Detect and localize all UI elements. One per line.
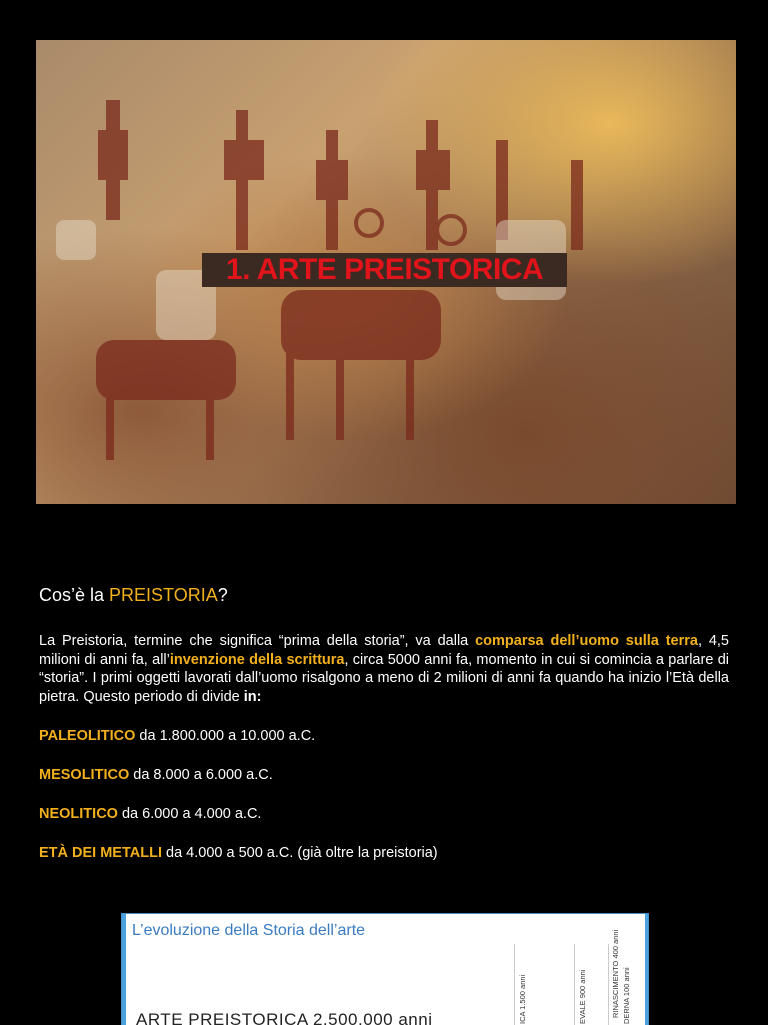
para-highlight-2: invenzione della scrittura	[169, 651, 345, 668]
period-name: MESOLITICO	[39, 767, 130, 783]
diagram-main-label: ARTE PREISTORICA 2.500.000 anni	[136, 1010, 433, 1025]
art-history-timeline-image	[121, 913, 649, 1025]
period-range: da 1.800.000 a 10.000 a.C.	[135, 728, 316, 744]
period-name: ETÀ DEI METALLI	[39, 845, 162, 861]
timeline-divider	[574, 944, 575, 1025]
period-name: NEOLITICO	[39, 806, 118, 822]
diagram-title: L’evoluzione della Storia dell’arte	[132, 922, 366, 939]
section-question	[39, 583, 228, 607]
period-eta-dei-metalli	[39, 844, 438, 862]
question-suffix: ?	[217, 585, 228, 605]
period-name: PALEOLITICO	[39, 728, 136, 744]
period-paleolitico	[39, 727, 315, 745]
period-range: da 4.000 a 500 a.C. (già oltre la preistoria)	[161, 845, 438, 861]
period-neolitico	[39, 805, 261, 823]
para-text-2: , 4,5 milioni di anni fa, all’	[39, 633, 729, 668]
timeline-label: DERNA 100 anni	[622, 967, 631, 1024]
cave-painting-image	[36, 40, 736, 504]
period-range: da 8.000 a 6.000 a.C.	[129, 767, 273, 783]
question-highlight: PREISTORIA	[109, 585, 218, 605]
period-range: da 6.000 a 4.000 a.C.	[117, 806, 262, 822]
intro-paragraph	[39, 632, 729, 706]
para-text-4: in:	[243, 688, 262, 705]
timeline-divider	[514, 944, 515, 1025]
diagram-left-border	[122, 914, 126, 1025]
para-text-1: La Preistoria, termine che significa “prima della storia”, va dalla	[39, 633, 476, 649]
hero-title: 1. ARTE PREISTORICA	[202, 253, 567, 287]
para-text-3: , circa 5000 anni fa, momento in cui si comincia a parlare di “storia”. I primi oggetti lavorati dall’uomo risalgono a meno di 2 milioni di anni fa quando ha inizio l’Età della pietra. Questo periodo di divide	[39, 651, 729, 705]
timeline-divider	[608, 944, 609, 1025]
period-mesolitico	[39, 766, 273, 784]
para-highlight-1: comparsa dell’uomo sulla terra	[475, 633, 698, 649]
timeline-label: RINASCIMENTO 400 anni	[611, 929, 620, 1018]
timeline-label: EVALE 900 anni	[578, 969, 587, 1024]
diagram-right-border	[645, 914, 648, 1025]
question-prefix: Cos’è la	[39, 585, 110, 605]
timeline-label: ICA 1.500 anni	[518, 974, 527, 1024]
